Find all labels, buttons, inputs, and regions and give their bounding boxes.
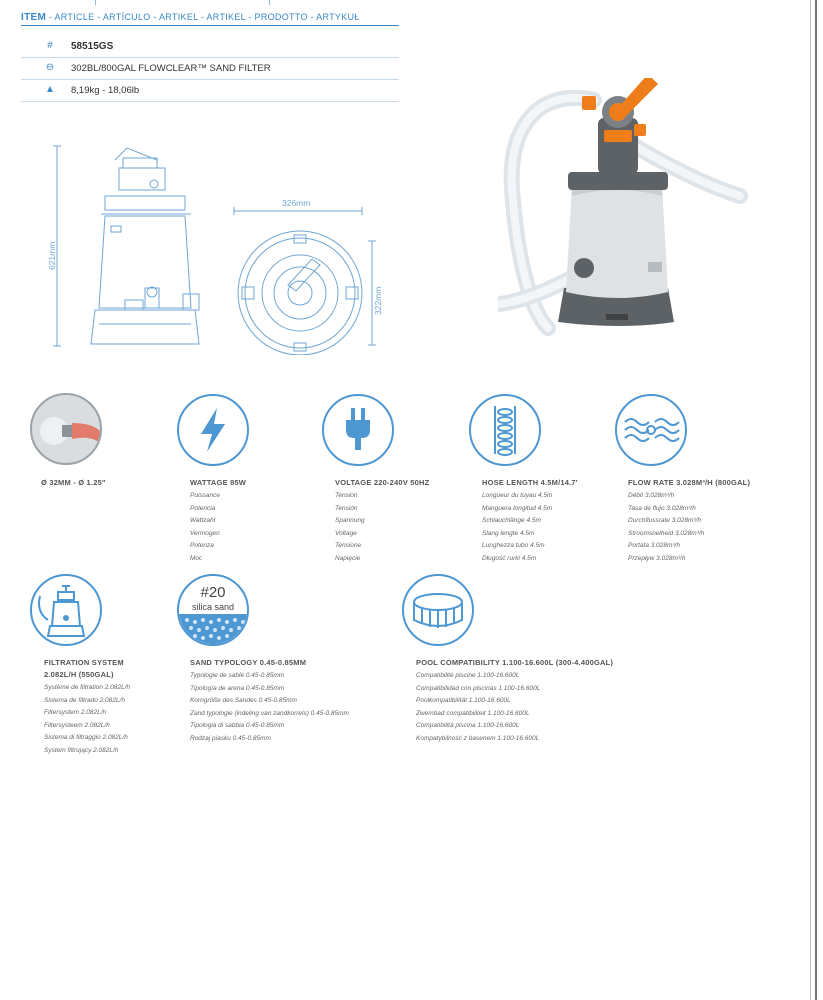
translation-line: Tipologia di sabbia 0.45-0.85mm <box>190 722 285 730</box>
translation-line: Compatibilità piscina 1.100-16.600L <box>416 722 520 730</box>
translation-line: Wattzahl <box>190 517 216 525</box>
crop-mark <box>95 0 96 5</box>
top-view-drawing <box>228 195 384 355</box>
translation-line: Zwembad compatibiliteit 1.100-16.600L <box>416 709 530 717</box>
translation-line: Système de filtration 2.082L/h <box>44 684 130 691</box>
width-dimension-label: 326mm <box>282 198 311 208</box>
filtration-title-rate: 2.082L/H (550GAL) <box>44 670 114 679</box>
sand-badge-label: silica sand <box>191 602 235 612</box>
sand-filter-product-image <box>498 78 748 338</box>
weight-icon: ▲ <box>45 84 55 95</box>
spec-row-weight <box>21 80 399 102</box>
translation-line: Compatibilité piscine 1.100-16.600L <box>416 672 520 679</box>
translation-line: Puissance <box>190 492 220 499</box>
product-weight: 8,19kg - 18,06lb <box>71 85 140 96</box>
filtration-title: FILTRATION SYSTEM <box>44 658 124 667</box>
height-dimension-label: 621mm <box>47 241 57 270</box>
translation-line: Korngröße des Sandes 0.45-0.85mm <box>190 697 297 705</box>
translation-line: Lunghezza tubo 4.5m <box>482 542 545 550</box>
silica-sand-badge <box>177 574 249 646</box>
translation-line: Poolkompatibilität 1.100-16.600L <box>416 697 511 705</box>
pool-compatibility-translations <box>416 670 540 746</box>
wattage-translations <box>190 490 220 566</box>
translation-line: Rodzaj piasku 0.45-0.85mm <box>190 734 271 742</box>
translation-line: Przepływ 3.028m³/h <box>628 554 686 562</box>
hose-length-translations <box>482 490 552 566</box>
item-header <box>21 12 360 23</box>
translation-line: Tensión <box>335 504 358 512</box>
page-edge-line <box>815 0 817 1000</box>
plug-icon <box>322 394 394 466</box>
translation-line: Sistema de filtrado 2.082L/h <box>44 696 125 704</box>
sand-badge-number: #20 <box>200 584 226 601</box>
translation-line: Portata 3.028m³/h <box>628 542 681 550</box>
flow-rate-translations <box>628 490 704 566</box>
voltage-title: VOLTAGE 220-240V 50HZ <box>335 478 430 487</box>
translation-line: Potencia <box>190 504 216 512</box>
crop-mark <box>269 0 270 5</box>
spec-row-name <box>21 58 399 80</box>
sand-typology-translations <box>190 670 349 746</box>
translation-line: Potenza <box>190 542 214 550</box>
translation-line: Slang lengte 4.5m <box>482 529 535 537</box>
translation-line: Vermogen <box>190 529 220 537</box>
water-flow-icon <box>615 394 687 466</box>
depth-dimension-label: 322mm <box>373 286 383 315</box>
hose-diameter-icon <box>30 393 102 465</box>
translation-line: System filtrujący 2.082L/h <box>44 746 119 754</box>
translation-line: Tasa de flujo 3.028m³/h <box>628 504 696 512</box>
translation-line: Typologie de sable 0.45-0.85mm <box>190 672 285 679</box>
hose-coil-icon <box>469 394 541 466</box>
item-languages: - ARTICLE - ARTÍCULO - ARTIKEL - ARTIKEL - PRODOTTO - ARTYKUŁ <box>46 12 360 22</box>
translation-line: Manguera longitud 4.5m <box>482 504 553 512</box>
pool-icon <box>402 574 474 646</box>
translation-line: Kompatybilność z basenem 1.100-16.600L <box>416 734 540 742</box>
voltage-translations <box>335 490 365 566</box>
spec-row-code <box>21 36 399 58</box>
translation-line: Tipología de arena 0.45-0.85mm <box>190 684 285 692</box>
translation-line: Stroomsnelheid 3.028m³/h <box>628 529 705 537</box>
translation-line: Voltage <box>335 529 357 537</box>
translation-line: Durchflussrate 3.028m³/h <box>628 517 701 525</box>
translation-line: Longueur du tuyau 4.5m <box>482 492 553 499</box>
sand-typology-title: SAND TYPOLOGY 0.45-0.85MM <box>190 658 307 667</box>
header-divider <box>21 25 399 26</box>
item-label: ITEM <box>21 12 47 23</box>
product-code: 58515GS <box>71 41 114 52</box>
filtration-translations <box>44 682 130 758</box>
flow-rate-title: FLOW RATE 3.028M³/H (800GAL) <box>628 478 751 487</box>
lightning-icon <box>177 394 249 466</box>
hose-diameter-title: Ø 32MM - Ø 1.25" <box>41 478 106 487</box>
translation-line: Długość rurki 4.5m <box>482 554 537 562</box>
translation-line: Spannung <box>335 517 365 525</box>
translation-line: Tension <box>335 492 358 499</box>
translation-line: Débit 3.028m³/h <box>628 492 675 499</box>
translation-line: Zand typologie (indeling van zandkorrels) 0.45-0.85mm <box>190 709 349 717</box>
translation-line: Filtersystem 2.082L/h <box>44 709 107 717</box>
translation-line: Filtersysteem 2.082L/h <box>44 721 110 729</box>
product-name: 302BL/800GAL FLOWCLEAR™ SAND FILTER <box>71 63 271 74</box>
translation-line: Tensione <box>335 542 362 550</box>
translation-line: Schlauchlänge 4.5m <box>482 517 541 525</box>
pool-compatibility-title: POOL COMPATIBILITY 1.100-16.600L (300-4.400GAL) <box>416 658 614 667</box>
wattage-title: WATTAGE 85W <box>190 478 247 487</box>
hash-icon: # <box>47 40 53 51</box>
translation-line: Sistema di filtraggio 2.082L/h <box>44 734 128 742</box>
hose-length-title: HOSE LENGTH 4.5M/14.7' <box>482 478 578 487</box>
filtration-system-icon <box>30 574 102 646</box>
translation-line: Napięcie <box>335 554 361 562</box>
translation-line: Compatibilidad con piscinas 1.100-16.600L <box>416 684 541 692</box>
filter-icon: ⊖ <box>45 62 55 73</box>
side-view-drawing <box>45 140 215 352</box>
translation-line: Moc <box>190 554 203 562</box>
